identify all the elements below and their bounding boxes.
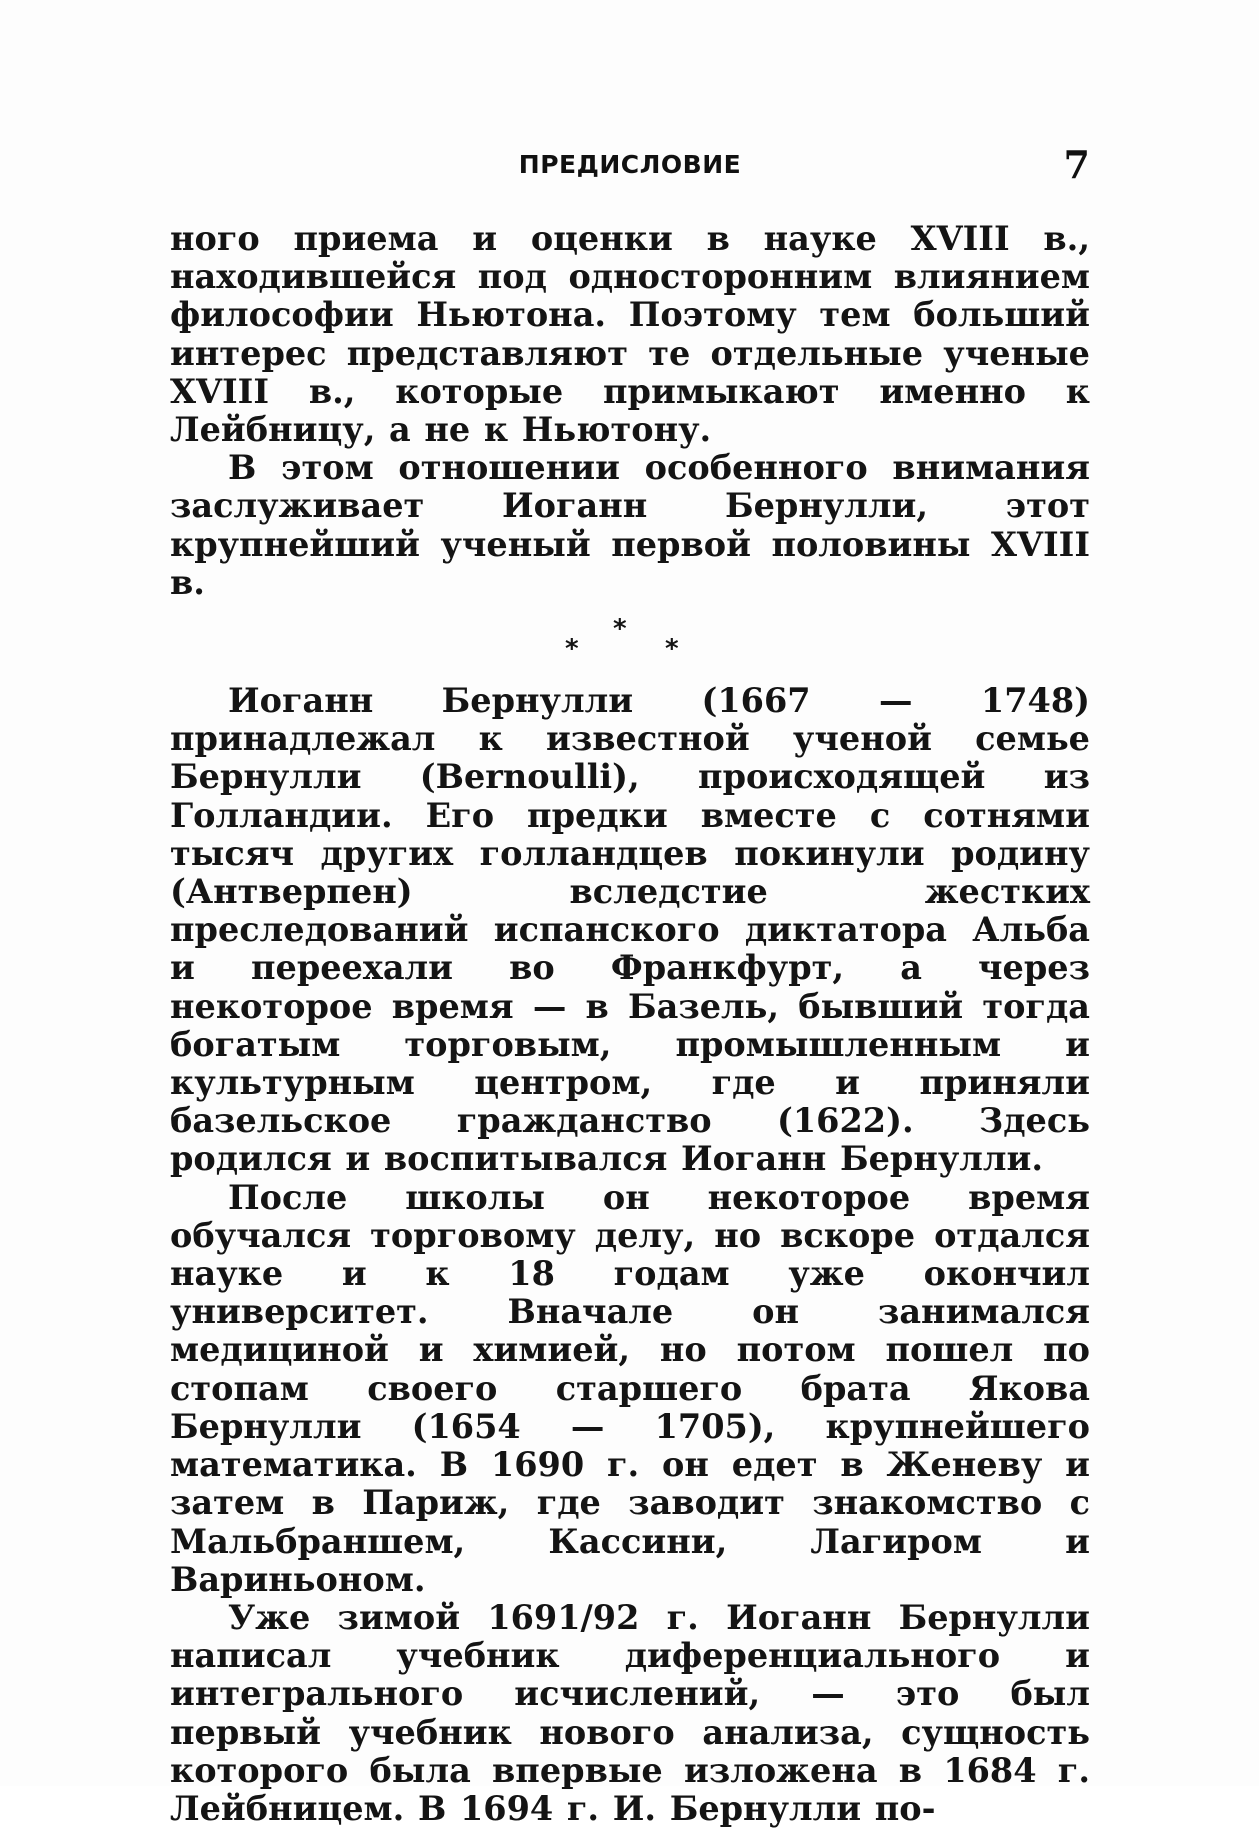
running-head [170, 142, 1090, 192]
asterisk: * [613, 614, 627, 645]
body-text [170, 220, 1090, 1828]
paragraph: Иоганн Бернулли (1667 — 1748) принадлежал к известной ученой семье Бернулли (Bernoulli), происходящей из Голландии. Его предки вместе с сотнями тысяч других голландцев покинули родину (Антверпен) вследстие жестких преследований испанского диктатора Альба и переехали во Франкфурт, а через некоторое время — в Базель, бывший тогда богатым торговым, промышленным и культурным центром, где и приняли базельское гражданство (1622). Здесь родился и воспитывался Иоганн Бернулли. [170, 681, 1090, 1179]
page-number: 7 [1063, 142, 1090, 187]
paragraph: Уже зимой 1691/92 г. Иоганн Бернулли написал учебник диференциального и интегрального исчислений, — это был первый учебник нового анализа, сущность которого была впервые изложена в 1684 г. Лейбницем. В 1694 г. И. Бернулли по- [170, 1597, 1090, 1828]
asterisk: * [665, 634, 679, 665]
paragraph: После школы он некоторое время обучался торговому делу, но вскоре отдался науке и к 18 годам уже окончил университет. Вначале он занимался медициной и химией, но потом пошел по стопам своего старшего брата Якова Бернулли (1654 — 1705), крупнейшего математика. В 1690 г. он едет в Женеву и затем в Париж, где заводит знакомство с Мальбраншем, Кассини, Лагиром и Вариньоном. [170, 1177, 1090, 1599]
paragraph: ного приема и оценки в науке XVIII в., находившейся под односторонним влиянием философии Ньютона. Поэтому тем больший интерес представляют те отдельные ученые XVIII в., которые примыкают именно к Лейбницу, а не к Ньютону. [170, 219, 1090, 450]
asterisk: * [565, 634, 579, 665]
running-head-title: ПРЕДИСЛОВИЕ [518, 150, 742, 179]
section-break-asterism [170, 602, 1090, 682]
paragraph: В этом отношении особенного внимания заслуживает Иоганн Бернулли, этот крупнейший ученый первой половины XVIII в. [170, 448, 1090, 602]
